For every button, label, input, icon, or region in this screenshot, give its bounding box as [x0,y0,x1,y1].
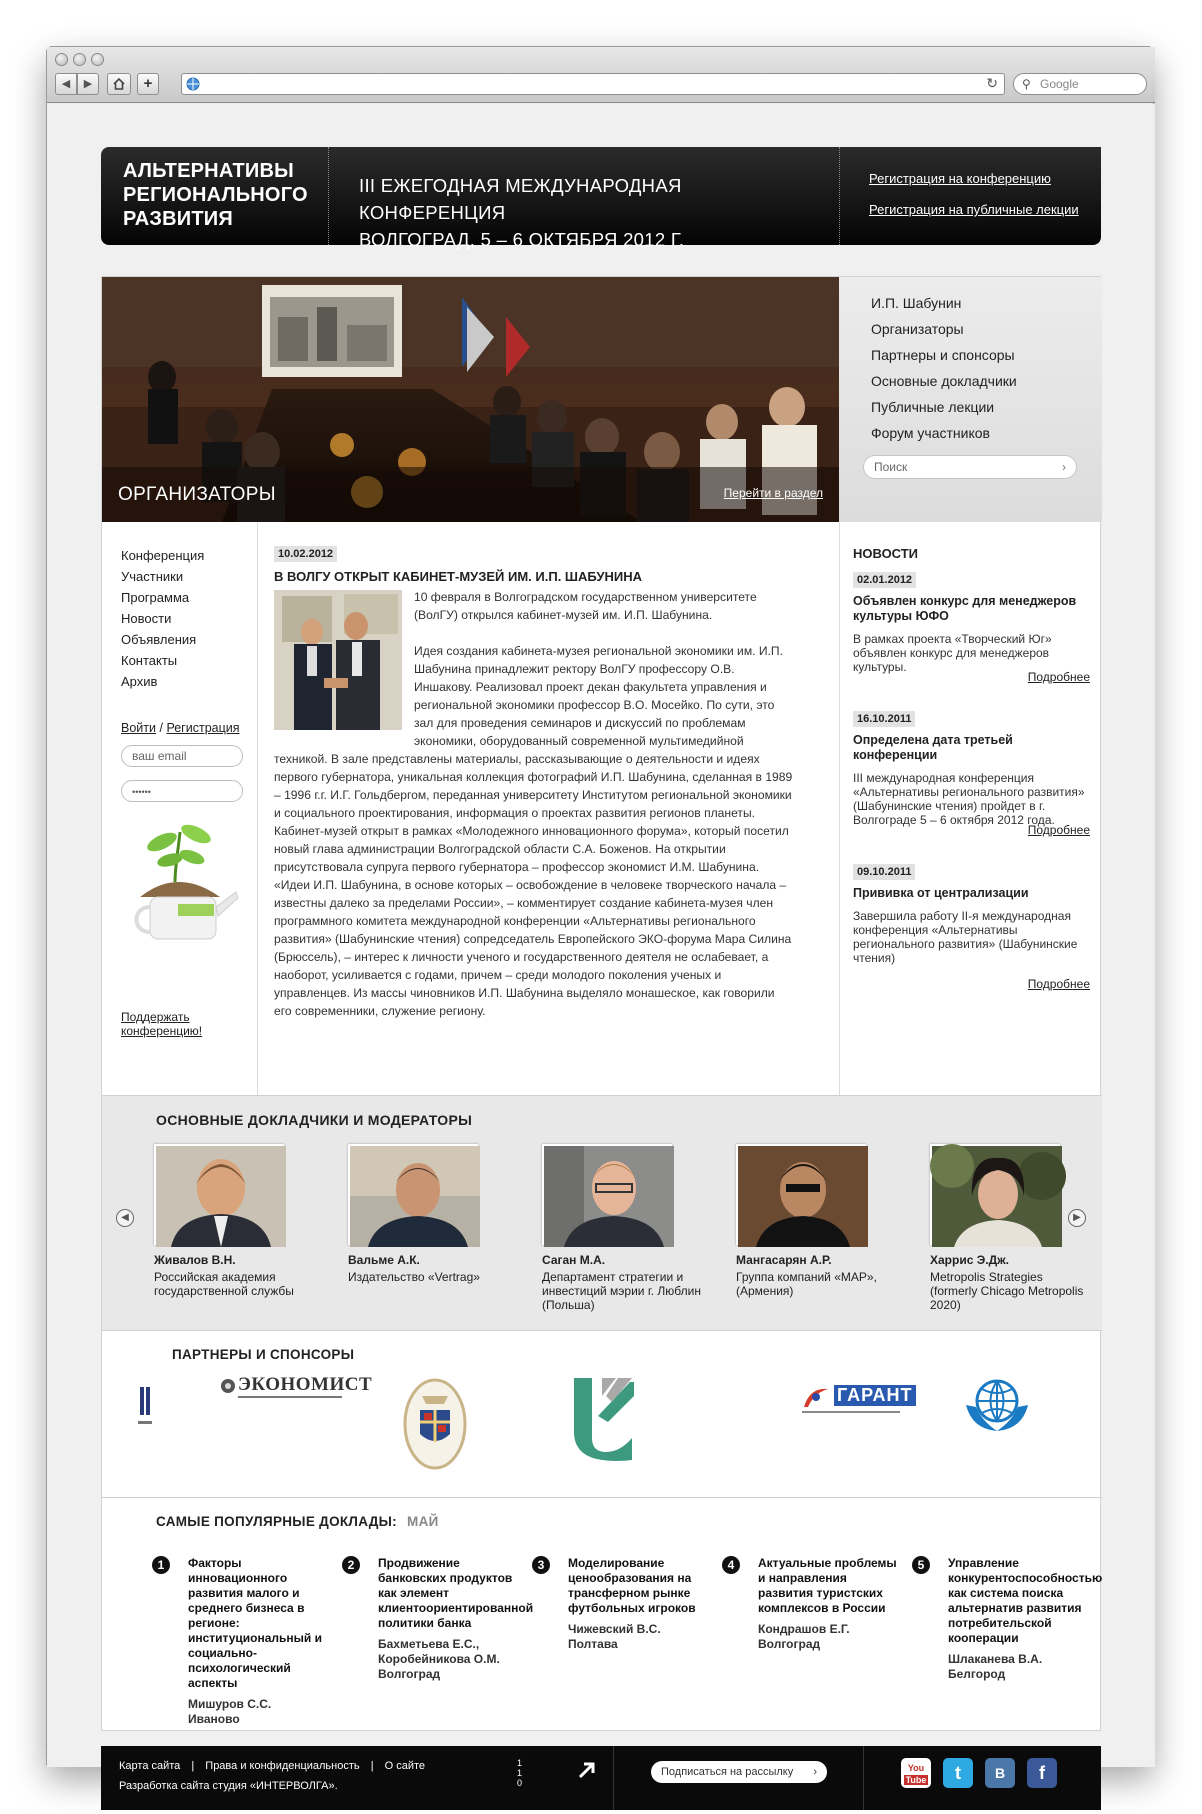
register-lectures-link[interactable]: Регистрация на публичные лекции [869,202,1079,217]
email-placeholder: ваш email [132,749,187,763]
site-logo[interactable] [123,159,308,231]
news-item [853,570,1089,674]
footer-divider [613,1746,614,1810]
footer-separator: | [370,1760,374,1772]
subscribe-label: Подписаться на рассылку [661,1766,794,1778]
speaker-card[interactable] [348,1144,508,1284]
article-date: 10.02.2012 [274,546,337,562]
speaker-card[interactable] [542,1144,702,1312]
news-date: 09.10.2011 [853,864,915,880]
economist-wordmark: ЭКОНОМИСТ [238,1374,373,1395]
nav-item-shabunin[interactable]: И.П. Шабунин [871,295,962,311]
back-button[interactable] [55,73,77,95]
speakers-section [102,1095,1102,1330]
sidebar-item-program[interactable]: Программа [121,590,190,605]
sidebar-item-archive[interactable]: Архив [121,674,158,689]
hero-caption-bar [102,467,839,522]
affiliation-line: государственной службы [154,1284,294,1298]
site-footer [101,1746,1101,1810]
partner-logo-university-crest[interactable] [402,1376,468,1472]
report-authors [758,1622,898,1652]
login-link[interactable]: Войти [121,721,156,735]
author-line: Иваново [188,1712,240,1726]
plus-icon: + [143,75,153,92]
affiliation-line: 2020) [930,1298,961,1312]
speaker-photo [154,1144,284,1245]
article-body: Идея создания кабинета-музея региональной экономики им. И.П. Шабунина принадлежит ректору ВолГУ профессору О.В. Иншакову. Реализовал проект декан факультета управления и региональной экономики профессор В.О. Мосейко. По сути, это зал для проведения семинаров и дискуссий по проблемам экономики, оборудованный современной мультимедийной техникой. В зале представлены материалы, рассказывающие о деятельности и идеях первого губернатора, уникальная коллекция фотографий И.П. Шабунина, сделанная в 1989 – 1996 г.г. И.Г. Гольдбергом, переданная университету Институтом региональной экономики и социального проектирования, информация о проектах развития регионов планеты. Кабинет-музей открыт в рамках «Молодежного инновационного форума», который посетил новый глава администрации Волгоградской области С.А. Боженов. На открытии присутствовала супруга первого губернатора – профессор экономист И.М. Шабунина. «Идеи И.П. Шабунина, в основе которых – освобождение в человеке творческого начала – известны далеко за пределами России», – комментирует создание кабинета-музея член программного комитета международной конференции «Альтернативы регионального развития» (Шабунинские чтения) сопредседатель Европейского ЭКО-форума Мара Силина (Брюссель), – интерес к личности ученого и государственного деятеля не ослабевает, а наоборот, усиливается с годами, причем – среди молодого поколения ученых и управленцев. Из массы чиновников И.П. Шабунина выделяло монашеское, как говорили его современники, служение региону. [274,644,793,1018]
news-more-link[interactable]: Подробнее [1027,977,1090,991]
garant-wordmark: ГАРАНТ [834,1385,916,1406]
register-link[interactable]: Регистрация [166,721,240,735]
affiliation-line: инвестиций мэрии г. Люблин [542,1284,701,1298]
popular-heading-text: САМЫЕ ПОПУЛЯРНЫЕ ДОКЛАДЫ: [156,1514,397,1529]
nav-item-organizers[interactable]: Организаторы [871,321,964,337]
password-field[interactable] [121,780,243,802]
footer-credit[interactable]: Разработка сайта студия «ИНТЕРВОЛГА». [119,1780,338,1792]
forward-arrow-icon: ▶ [83,78,93,90]
speaker-photo [348,1144,478,1245]
content-card [101,276,1101,1731]
speaker-affiliation [348,1270,508,1284]
article-title[interactable]: В ВОЛГУ ОТКРЫТ КАБИНЕТ-МУЗЕЙ ИМ. И.П. ШАБУНИНА [274,569,642,584]
arrow-left-icon: ◀ [121,1212,129,1223]
arrow-right-icon: ▶ [1073,1212,1081,1223]
speaker-card[interactable] [736,1144,896,1298]
partner-logo-partial[interactable] [138,1383,154,1429]
author-line: Полтава [568,1637,618,1651]
report-authors [568,1622,708,1652]
partner-logo-bank-k[interactable] [572,1376,636,1462]
speaker-affiliation [542,1270,702,1312]
news-item [853,862,1089,965]
author-line: Коробейникова О.М. [378,1652,500,1666]
affiliation-line: (formerly Chicago Metropolis [930,1284,1084,1298]
report-number: 2 [342,1556,360,1574]
address-bar[interactable] [181,73,1005,95]
article-photo [274,590,402,730]
popular-heading [156,1514,439,1529]
subscribe-button[interactable] [651,1761,827,1783]
author-line: Мишуров С.С. [188,1697,272,1711]
partner-logo-economist[interactable] [220,1374,373,1406]
news-column [839,522,1102,1095]
article-body-wrap [274,588,794,1020]
news-more-link[interactable]: Подробнее [1027,823,1090,837]
section-navigation [839,277,1102,522]
affiliation-line: Департамент стратегии и [542,1270,684,1284]
sidebar-item-participants[interactable]: Участники [121,569,184,584]
home-button[interactable] [107,73,131,95]
author-line: Шлаканева В.А. [948,1652,1043,1666]
author-line: Волгоград [378,1667,441,1681]
speaker-name: Вальме А.К. [348,1253,420,1267]
globe-icon [186,77,200,91]
forward-button[interactable] [77,73,99,95]
support-link-line-2: конференцию! [121,1024,203,1038]
auth-links [121,721,240,735]
speaker-name: Саган М.А. [542,1253,606,1267]
browser-toolbar [47,47,1155,103]
news-title[interactable]: Определена дата третьей конференции [853,733,1013,762]
speaker-photo [930,1144,1060,1245]
privacy-link[interactable]: Права и конфиденциальность [205,1760,360,1772]
sidebar-item-contacts[interactable]: Контакты [121,653,178,668]
watering-can-sprout-image [120,812,240,952]
sidebar-item-announcements[interactable]: Объявления [121,632,197,647]
twitter-icon[interactable]: t [943,1758,973,1788]
speaker-affiliation [154,1270,314,1298]
speaker-card[interactable] [154,1144,314,1298]
news-date: 16.10.2011 [853,711,915,727]
report-title[interactable]: Факторы инновационного развития малого и среднего бизнеса в регионе: институциональный и социально-психологический аспекты [188,1556,322,1690]
studio-arrow-icon[interactable] [577,1760,597,1780]
sidebar-item-conference[interactable]: Конференция [121,548,205,563]
register-conference-link[interactable]: Регистрация на конференцию [869,171,1051,186]
email-field[interactable] [121,745,243,767]
nav-item-partners[interactable]: Партнеры и спонсоры [871,347,1015,363]
password-mask: •••••• [132,787,151,797]
reload-icon[interactable]: ↻ [986,75,998,91]
popular-month[interactable]: МАЙ [407,1514,439,1529]
footer-separator: | [191,1760,195,1772]
report-title[interactable]: Продвижение банковских продуктов как элемент клиентоориентированной политики банка [378,1556,534,1630]
report-number: 5 [912,1556,930,1574]
speaker-photo [736,1144,866,1245]
news-title[interactable]: Объявлен конкурс для менеджеров культуры ЮФО [853,594,1077,623]
affiliation-line: Metropolis Strategies [930,1270,1043,1284]
speaker-name: Харрис Э.Дж. [930,1253,1009,1267]
partner-logo-garant[interactable] [802,1385,913,1419]
hero-banner[interactable] [102,277,839,522]
partners-heading: ПАРТНЕРЫ И СПОНСОРЫ [172,1347,355,1362]
economist-emblem-icon [220,1377,236,1395]
affiliation-line: (Армения) [736,1284,794,1298]
site-search-input[interactable] [863,455,1077,479]
author-line: Белгород [948,1667,1006,1681]
report-authors [188,1697,328,1727]
facebook-icon[interactable]: f [1027,1758,1057,1788]
news-date: 02.01.2012 [853,572,916,588]
auth-separator: / [159,721,163,735]
sitemap-link[interactable]: Карта сайта [119,1760,181,1772]
sidebar-item-news[interactable]: Новости [121,611,172,626]
report-info [948,1556,1103,1682]
news-title[interactable]: Прививка от централизации [853,886,1029,900]
popular-reports-section [102,1497,1102,1732]
speakers-heading: ОСНОВНЫЕ ДОКЛАДЧИКИ И МОДЕРАТОРЫ [156,1112,473,1128]
add-bookmark-button[interactable] [137,73,159,95]
partners-section [102,1330,1102,1497]
author-line: Волгоград [758,1637,821,1651]
footer-links [119,1760,425,1772]
hero-caption: ОРГАНИЗАТОРЫ [118,484,276,505]
carousel-prev-button[interactable] [116,1209,134,1227]
report-info [568,1556,708,1652]
youtube-icon[interactable]: You Tube [901,1758,931,1788]
author-line: Бахметьева Е.С., [378,1637,480,1651]
footer-divider [863,1746,864,1810]
speaker-affiliation [736,1270,896,1298]
news-text: В рамках проекта «Творческий Юг» объявлен конкурс для менеджеров культуры. [853,632,1052,674]
partner-logo-globe-hands[interactable] [962,1375,1032,1435]
browser-search-placeholder: Google [1040,77,1079,91]
report-number: 1 [152,1556,170,1574]
speaker-name: Мангасарян А.Р. [736,1253,832,1267]
report-info [378,1556,534,1682]
nav-item-forum[interactable]: Форум участников [871,425,990,441]
garant-emblem-icon [802,1385,832,1409]
conference-title [359,172,829,253]
news-text: Завершила работу II-я международная конференция «Альтернативы регионального развития» (Шабунинские чтения) [853,909,1078,965]
article-lead: 10 февраля в Волгоградском государственном университете (ВолГУ) открылся кабинет-музей им. И.П. Шабунина. [414,590,757,622]
speaker-affiliation [930,1270,1085,1312]
speaker-photo [542,1144,672,1245]
close-window-button[interactable] [55,53,68,66]
logo-line-2: РЕГИОНАЛЬНОГО [123,184,308,206]
logo-line-3: РАЗВИТИЯ [123,208,233,230]
vkontakte-icon[interactable]: B [985,1758,1015,1788]
report-number: 3 [532,1556,550,1574]
support-conference-link[interactable] [121,1010,202,1038]
header-divider [328,147,329,245]
hero-section-link[interactable]: Перейти в раздел [723,486,823,500]
zoom-window-button[interactable] [91,53,104,66]
conference-title-line-2: ВОЛГОГРАД, 5 – 6 ОКТЯБРЯ 2012 Г. [359,229,685,250]
report-title[interactable]: Моделирование ценообразования на трансферном рынке футбольных игроков [568,1556,696,1615]
site-search-placeholder: Поиск [874,460,908,474]
report-info [758,1556,898,1652]
chevron-right-icon: › [813,1766,817,1778]
support-link-line-1: Поддержать [121,1010,190,1024]
studio-mark: 1 1 0 [517,1758,523,1788]
minimize-window-button[interactable] [73,53,86,66]
news-heading: НОВОСТИ [853,546,919,561]
speaker-name: Живалов В.Н. [154,1253,236,1267]
home-icon [112,77,126,91]
affiliation-line: (Польша) [542,1298,595,1312]
header-divider [839,147,840,245]
nav-item-speakers[interactable]: Основные докладчики [871,373,1017,389]
news-more-link[interactable]: Подробнее [1027,670,1090,684]
page-viewport [47,104,1155,1792]
browser-window [46,46,1154,1792]
magnifier-icon: ⚲ [1022,77,1031,91]
news-item [853,709,1089,827]
affiliation-line: Российская академия [154,1270,276,1284]
report-info [188,1556,328,1727]
site-header [101,147,1101,250]
speaker-card[interactable] [930,1144,1085,1312]
news-text: III международная конференция «Альтернативы регионального развития» (Шабунинские чтения) пройдет в г. Волгограде 5 – 6 октября 2012 года. [853,771,1085,827]
report-authors [948,1652,1098,1682]
column-divider [257,522,258,1095]
nav-item-lectures[interactable]: Публичные лекции [871,399,995,415]
logo-line-1: АЛЬТЕРНАТИВЫ [123,160,294,182]
about-link[interactable]: О сайте [384,1760,426,1772]
browser-search-field[interactable] [1013,73,1147,95]
affiliation-line: Издательство «Vertrag» [348,1270,480,1284]
affiliation-line: Группа компаний «MAP», [736,1270,877,1284]
report-title[interactable]: Управление конкурентоспособностью как система поиска альтернатив развития потребительской кооперации [948,1556,1103,1645]
search-go-icon[interactable]: › [1062,460,1066,474]
report-title[interactable]: Актуальные проблемы и направления развития туристских комплексов в России [758,1556,897,1615]
conference-title-line-1: III ЕЖЕГОДНАЯ МЕЖДУНАРОДНАЯ КОНФЕРЕНЦИЯ [359,175,682,223]
back-arrow-icon: ◀ [61,78,71,90]
report-authors [378,1637,518,1682]
author-line: Чижевский В.С. [568,1622,661,1636]
report-number: 4 [722,1556,740,1574]
author-line: Кондрашов Е.Г. [758,1622,850,1636]
